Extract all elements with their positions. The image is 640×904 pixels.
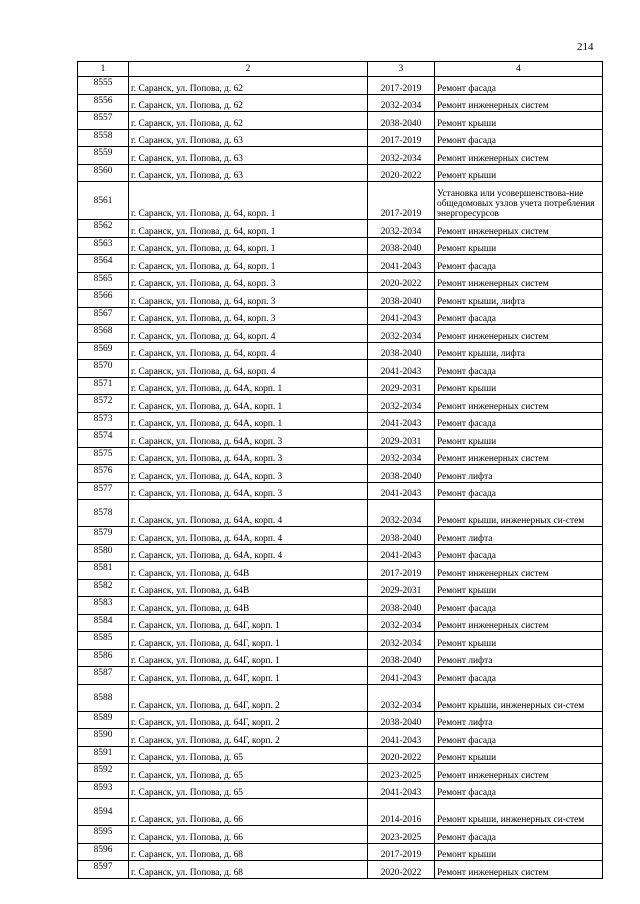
row-number-cell: 8581 xyxy=(78,562,129,580)
period-cell: 2017-2019 xyxy=(368,77,435,95)
work-type-cell: Ремонт фасада xyxy=(435,826,603,844)
page-number: 214 xyxy=(577,41,594,53)
address-cell: г. Саранск, ул. Попова, д. 64А, корп. 3 xyxy=(129,482,368,500)
address-cell: г. Саранск, ул. Попова, д. 64, корп. 1 xyxy=(129,255,368,273)
work-type-cell: Ремонт фасада xyxy=(435,729,603,747)
row-number-cell: 8571 xyxy=(78,377,129,395)
work-type-cell: Ремонт инженерных систем xyxy=(435,614,603,632)
table-row xyxy=(78,861,603,879)
address-cell: г. Саранск, ул. Попова, д. 63 xyxy=(129,147,368,165)
table-body xyxy=(78,62,603,879)
address-cell: г. Саранск, ул. Попова, д. 65 xyxy=(129,764,368,782)
period-cell: 2032-2034 xyxy=(368,632,435,650)
row-number-cell: 8585 xyxy=(78,632,129,650)
work-type-cell: Ремонт крыши xyxy=(435,164,603,182)
row-number-cell: 8576 xyxy=(78,465,129,483)
address-cell: г. Саранск, ул. Попова, д. 64А, корп. 1 xyxy=(129,395,368,413)
work-type-cell: Ремонт крыши, инженерных си-стем xyxy=(435,684,603,711)
row-number-cell: 8578 xyxy=(78,500,129,527)
row-number-cell: 8573 xyxy=(78,412,129,430)
table-row xyxy=(78,164,603,182)
table-row xyxy=(78,412,603,430)
address-cell: г. Саранск, ул. Попова, д. 64, корп. 1 xyxy=(129,220,368,238)
row-number-cell: 8556 xyxy=(78,94,129,112)
period-cell: 2017-2019 xyxy=(368,129,435,147)
address-cell: г. Саранск, ул. Попова, д. 63 xyxy=(129,164,368,182)
table-row xyxy=(78,579,603,597)
header-cell-col4: 4 xyxy=(435,62,603,77)
period-cell: 2041-2043 xyxy=(368,729,435,747)
table-row xyxy=(78,307,603,325)
work-type-cell: Ремонт инженерных систем xyxy=(435,447,603,465)
table-row xyxy=(78,711,603,729)
table-row xyxy=(78,129,603,147)
address-cell: г. Саранск, ул. Попова, д. 64А, корп. 3 xyxy=(129,465,368,483)
work-type-cell: Ремонт фасада xyxy=(435,597,603,615)
address-cell: г. Саранск, ул. Попова, д. 66 xyxy=(129,826,368,844)
row-number-cell: 8568 xyxy=(78,325,129,343)
table-row xyxy=(78,237,603,255)
work-type-cell: Ремонт фасада xyxy=(435,667,603,685)
row-number-cell: 8555 xyxy=(78,77,129,95)
table-row xyxy=(78,220,603,238)
table-row xyxy=(78,290,603,308)
work-type-cell: Ремонт фасада xyxy=(435,129,603,147)
table-row xyxy=(78,764,603,782)
row-number-cell: 8575 xyxy=(78,447,129,465)
address-cell: г. Саранск, ул. Попова, д. 64В xyxy=(129,579,368,597)
period-cell: 2038-2040 xyxy=(368,112,435,130)
period-cell: 2041-2043 xyxy=(368,482,435,500)
work-type-cell: Ремонт фасада xyxy=(435,412,603,430)
table-row xyxy=(78,544,603,562)
header-cell-col2: 2 xyxy=(129,62,368,77)
row-number-cell: 8586 xyxy=(78,649,129,667)
table-row xyxy=(78,360,603,378)
row-number-cell: 8596 xyxy=(78,843,129,861)
address-cell: г. Саранск, ул. Попова, д. 64А, корп. 3 xyxy=(129,430,368,448)
period-cell: 2029-2031 xyxy=(368,579,435,597)
table-row xyxy=(78,632,603,650)
table-row xyxy=(78,342,603,360)
work-type-cell: Ремонт крыши xyxy=(435,377,603,395)
period-cell: 2023-2025 xyxy=(368,764,435,782)
address-cell: г. Саранск, ул. Попова, д. 64, корп. 3 xyxy=(129,307,368,325)
work-type-cell: Ремонт фасада xyxy=(435,360,603,378)
table-row xyxy=(78,77,603,95)
address-cell: г. Саранск, ул. Попова, д. 64В xyxy=(129,597,368,615)
period-cell: 2038-2040 xyxy=(368,290,435,308)
row-number-cell: 8595 xyxy=(78,826,129,844)
address-cell: г. Саранск, ул. Попова, д. 64А, корп. 4 xyxy=(129,500,368,527)
table-header-row xyxy=(78,62,603,77)
work-type-cell: Ремонт фасада xyxy=(435,544,603,562)
period-cell: 2020-2022 xyxy=(368,861,435,879)
period-cell: 2041-2043 xyxy=(368,412,435,430)
address-cell: г. Саранск, ул. Попова, д. 62 xyxy=(129,94,368,112)
table-row xyxy=(78,147,603,165)
period-cell: 2038-2040 xyxy=(368,342,435,360)
table-row xyxy=(78,799,603,826)
address-cell: г. Саранск, ул. Попова, д. 64Г, корп. 1 xyxy=(129,667,368,685)
row-number-cell: 8570 xyxy=(78,360,129,378)
row-number-cell: 8564 xyxy=(78,255,129,273)
table-row xyxy=(78,729,603,747)
period-cell: 2041-2043 xyxy=(368,255,435,273)
period-cell: 2041-2043 xyxy=(368,667,435,685)
table-row xyxy=(78,430,603,448)
work-type-cell: Ремонт инженерных систем xyxy=(435,94,603,112)
row-number-cell: 8587 xyxy=(78,667,129,685)
table-row xyxy=(78,377,603,395)
period-cell: 2017-2019 xyxy=(368,182,435,220)
work-type-cell: Ремонт инженерных систем xyxy=(435,395,603,413)
table-row xyxy=(78,614,603,632)
period-cell: 2038-2040 xyxy=(368,649,435,667)
work-type-cell: Ремонт крыши xyxy=(435,112,603,130)
row-number-cell: 8589 xyxy=(78,711,129,729)
period-cell: 2038-2040 xyxy=(368,237,435,255)
row-number-cell: 8567 xyxy=(78,307,129,325)
work-type-cell: Ремонт крыши, лифта xyxy=(435,342,603,360)
address-cell: г. Саранск, ул. Попова, д. 65 xyxy=(129,746,368,764)
period-cell: 2020-2022 xyxy=(368,746,435,764)
address-cell: г. Саранск, ул. Попова, д. 68 xyxy=(129,843,368,861)
table-row xyxy=(78,272,603,290)
period-cell: 2032-2034 xyxy=(368,220,435,238)
table-row xyxy=(78,395,603,413)
row-number-cell: 8591 xyxy=(78,746,129,764)
period-cell: 2029-2031 xyxy=(368,377,435,395)
work-type-cell: Ремонт крыши xyxy=(435,843,603,861)
table-row xyxy=(78,826,603,844)
row-number-cell: 8574 xyxy=(78,430,129,448)
address-cell: г. Саранск, ул. Попова, д. 62 xyxy=(129,112,368,130)
period-cell: 2032-2034 xyxy=(368,94,435,112)
row-number-cell: 8557 xyxy=(78,112,129,130)
period-cell: 2032-2034 xyxy=(368,395,435,413)
row-number-cell: 8579 xyxy=(78,527,129,545)
table-row xyxy=(78,112,603,130)
address-cell: г. Саранск, ул. Попова, д. 64А, корп. 4 xyxy=(129,544,368,562)
period-cell: 2041-2043 xyxy=(368,307,435,325)
address-cell: г. Саранск, ул. Попова, д. 65 xyxy=(129,781,368,799)
table-row xyxy=(78,465,603,483)
address-cell: г. Саранск, ул. Попова, д. 64, корп. 1 xyxy=(129,237,368,255)
work-type-cell: Ремонт лифта xyxy=(435,649,603,667)
period-cell: 2041-2043 xyxy=(368,544,435,562)
period-cell: 2032-2034 xyxy=(368,447,435,465)
work-type-cell: Ремонт фасада xyxy=(435,781,603,799)
period-cell: 2038-2040 xyxy=(368,527,435,545)
period-cell: 2032-2034 xyxy=(368,614,435,632)
row-number-cell: 8560 xyxy=(78,164,129,182)
work-type-cell: Ремонт инженерных систем xyxy=(435,147,603,165)
address-cell: г. Саранск, ул. Попова, д. 64Г, корп. 1 xyxy=(129,632,368,650)
row-number-cell: 8558 xyxy=(78,129,129,147)
table-row xyxy=(78,843,603,861)
table-row xyxy=(78,746,603,764)
row-number-cell: 8562 xyxy=(78,220,129,238)
row-number-cell: 8580 xyxy=(78,544,129,562)
period-cell: 2020-2022 xyxy=(368,164,435,182)
row-number-cell: 8566 xyxy=(78,290,129,308)
address-cell: г. Саранск, ул. Попова, д. 64В xyxy=(129,562,368,580)
table-row xyxy=(78,482,603,500)
table-row xyxy=(78,781,603,799)
work-type-cell: Ремонт фасада xyxy=(435,77,603,95)
table-row xyxy=(78,684,603,711)
address-cell: г. Саранск, ул. Попова, д. 64Г, корп. 2 xyxy=(129,711,368,729)
period-cell: 2038-2040 xyxy=(368,465,435,483)
row-number-cell: 8584 xyxy=(78,614,129,632)
period-cell: 2023-2025 xyxy=(368,826,435,844)
work-type-cell: Установка или усовершенствова-ние общедомовых узлов учета потребления энергоресурсов xyxy=(435,182,603,220)
header-cell-col1: 1 xyxy=(78,62,129,77)
repair-schedule-table xyxy=(77,61,603,879)
address-cell: г. Саранск, ул. Попова, д. 64, корп. 4 xyxy=(129,325,368,343)
address-cell: г. Саранск, ул. Попова, д. 64Г, корп. 1 xyxy=(129,649,368,667)
address-cell: г. Саранск, ул. Попова, д. 64, корп. 1 xyxy=(129,182,368,220)
period-cell: 2017-2019 xyxy=(368,843,435,861)
address-cell: г. Саранск, ул. Попова, д. 64Г, корп. 2 xyxy=(129,729,368,747)
row-number-cell: 8592 xyxy=(78,764,129,782)
row-number-cell: 8565 xyxy=(78,272,129,290)
address-cell: г. Саранск, ул. Попова, д. 64А, корп. 1 xyxy=(129,377,368,395)
row-number-cell: 8583 xyxy=(78,597,129,615)
address-cell: г. Саранск, ул. Попова, д. 64, корп. 4 xyxy=(129,360,368,378)
address-cell: г. Саранск, ул. Попова, д. 64А, корп. 1 xyxy=(129,412,368,430)
address-cell: г. Саранск, ул. Попова, д. 66 xyxy=(129,799,368,826)
table-row xyxy=(78,325,603,343)
row-number-cell: 8561 xyxy=(78,182,129,220)
table-row xyxy=(78,527,603,545)
work-type-cell: Ремонт крыши, инженерных си-стем xyxy=(435,799,603,826)
period-cell: 2017-2019 xyxy=(368,562,435,580)
period-cell: 2029-2031 xyxy=(368,430,435,448)
row-number-cell: 8569 xyxy=(78,342,129,360)
table-row xyxy=(78,447,603,465)
header-cell-col3: 3 xyxy=(368,62,435,77)
address-cell: г. Саранск, ул. Попова, д. 64Г, корп. 2 xyxy=(129,684,368,711)
table-row xyxy=(78,667,603,685)
address-cell: г. Саранск, ул. Попова, д. 62 xyxy=(129,77,368,95)
address-cell: г. Саранск, ул. Попова, д. 68 xyxy=(129,861,368,879)
period-cell: 2032-2034 xyxy=(368,325,435,343)
address-cell: г. Саранск, ул. Попова, д. 64, корп. 3 xyxy=(129,272,368,290)
period-cell: 2038-2040 xyxy=(368,597,435,615)
work-type-cell: Ремонт инженерных систем xyxy=(435,220,603,238)
table-row xyxy=(78,182,603,220)
row-number-cell: 8597 xyxy=(78,861,129,879)
period-cell: 2020-2022 xyxy=(368,272,435,290)
address-cell: г. Саранск, ул. Попова, д. 64Г, корп. 1 xyxy=(129,614,368,632)
period-cell: 2014-2016 xyxy=(368,799,435,826)
row-number-cell: 8572 xyxy=(78,395,129,413)
table-row xyxy=(78,500,603,527)
row-number-cell: 8590 xyxy=(78,729,129,747)
address-cell: г. Саранск, ул. Попова, д. 64А, корп. 4 xyxy=(129,527,368,545)
table-row xyxy=(78,597,603,615)
work-type-cell: Ремонт инженерных систем xyxy=(435,861,603,879)
period-cell: 2041-2043 xyxy=(368,360,435,378)
work-type-cell: Ремонт инженерных систем xyxy=(435,764,603,782)
row-number-cell: 8563 xyxy=(78,237,129,255)
work-type-cell: Ремонт лифта xyxy=(435,711,603,729)
table-row xyxy=(78,94,603,112)
work-type-cell: Ремонт крыши, инженерных си-стем xyxy=(435,500,603,527)
address-cell: г. Саранск, ул. Попова, д. 63 xyxy=(129,129,368,147)
row-number-cell: 8588 xyxy=(78,684,129,711)
table-row xyxy=(78,562,603,580)
row-number-cell: 8559 xyxy=(78,147,129,165)
work-type-cell: Ремонт крыши xyxy=(435,579,603,597)
work-type-cell: Ремонт крыши xyxy=(435,430,603,448)
work-type-cell: Ремонт фасада xyxy=(435,482,603,500)
period-cell: 2032-2034 xyxy=(368,684,435,711)
address-cell: г. Саранск, ул. Попова, д. 64А, корп. 3 xyxy=(129,447,368,465)
work-type-cell: Ремонт лифта xyxy=(435,527,603,545)
work-type-cell: Ремонт крыши xyxy=(435,237,603,255)
work-type-cell: Ремонт инженерных систем xyxy=(435,272,603,290)
period-cell: 2038-2040 xyxy=(368,711,435,729)
work-type-cell: Ремонт крыши xyxy=(435,746,603,764)
period-cell: 2041-2043 xyxy=(368,781,435,799)
period-cell: 2032-2034 xyxy=(368,500,435,527)
work-type-cell: Ремонт инженерных систем xyxy=(435,325,603,343)
work-type-cell: Ремонт фасада xyxy=(435,307,603,325)
row-number-cell: 8594 xyxy=(78,799,129,826)
work-type-cell: Ремонт инженерных систем xyxy=(435,562,603,580)
address-cell: г. Саранск, ул. Попова, д. 64, корп. 4 xyxy=(129,342,368,360)
row-number-cell: 8582 xyxy=(78,579,129,597)
table-row xyxy=(78,255,603,273)
work-type-cell: Ремонт крыши xyxy=(435,632,603,650)
work-type-cell: Ремонт крыши, лифта xyxy=(435,290,603,308)
address-cell: г. Саранск, ул. Попова, д. 64, корп. 3 xyxy=(129,290,368,308)
row-number-cell: 8593 xyxy=(78,781,129,799)
work-type-cell: Ремонт фасада xyxy=(435,255,603,273)
work-type-cell: Ремонт лифта xyxy=(435,465,603,483)
row-number-cell: 8577 xyxy=(78,482,129,500)
table-row xyxy=(78,649,603,667)
period-cell: 2032-2034 xyxy=(368,147,435,165)
